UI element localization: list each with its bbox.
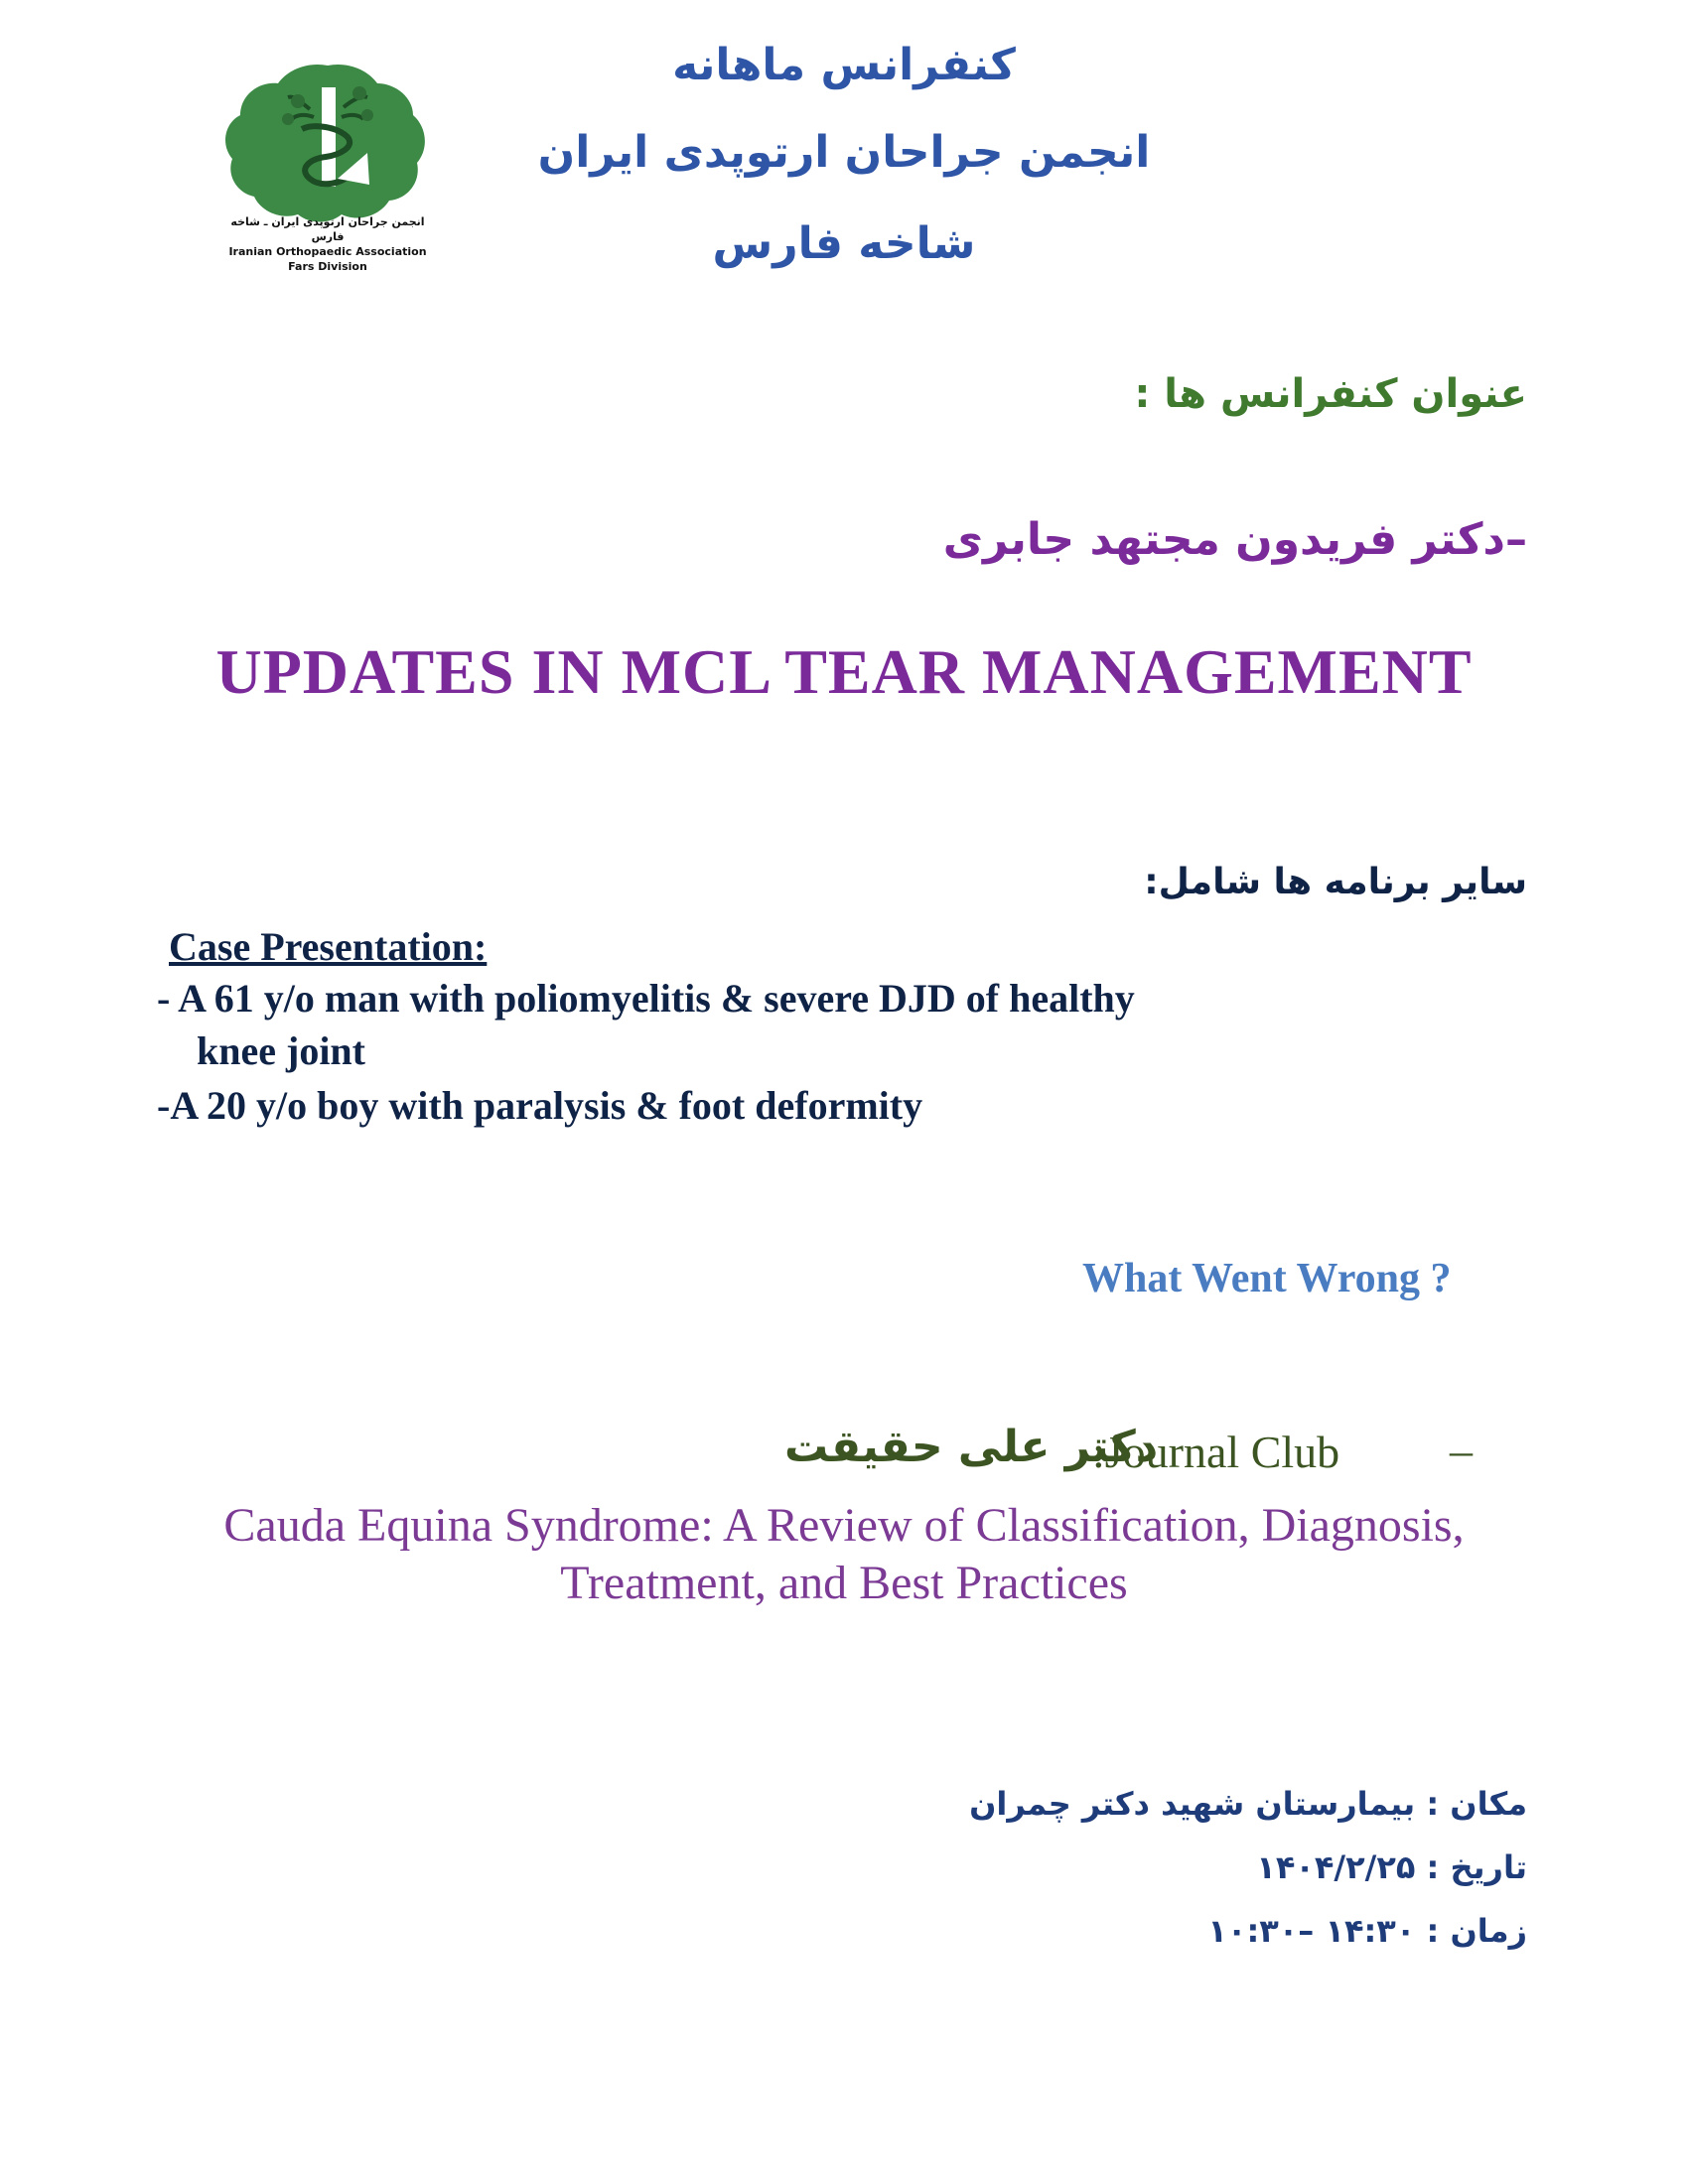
journal-paper-title-line-1: Cauda Equina Syndrome: A Review of Classification, Diagnosis, (223, 1499, 1465, 1552)
speaker-name: –دکتر فریدون مجتهد جابری (942, 514, 1527, 565)
tree-emblem-icon (218, 58, 437, 226)
case-item-1: - A 61 y/o man with poliomyelitis & severe DJD of healthy (157, 976, 1135, 1021)
event-date: تاریخ : ۱۴۰۴/۲/۲۵ (1256, 1848, 1527, 1886)
journal-club-row (784, 1422, 1499, 1481)
header-branch: شاخه فارس (712, 218, 976, 269)
case-presentation-heading: Case Presentation: (169, 924, 488, 969)
talk-title: UPDATES IN MCL TEAR MANAGEMENT (215, 636, 1473, 707)
header-association-name: انجمن جراحان ارتوپدی ایران (537, 127, 1151, 178)
header-monthly-conference: کنفرانس ماهانه (672, 40, 1016, 90)
event-time: زمان : ۱۴:۳۰ –۱۰:۳۰ (1207, 1912, 1527, 1950)
logo-caption-en-1: Iranian Orthopaedic Association (228, 245, 427, 258)
journal-paper-title-line-2: Treatment, and Best Practices (560, 1557, 1128, 1609)
event-location: مکان : بیمارستان شهید دکتر چمران (969, 1785, 1527, 1823)
conference-titles-heading: عنوان کنفرانس ها : (1134, 371, 1527, 417)
case-item-2: -A 20 y/o boy with paralysis & foot deformity (157, 1083, 923, 1128)
case-item-1-continued: knee joint (197, 1028, 365, 1073)
journal-club-label: :Journal Club (1092, 1427, 1340, 1477)
what-went-wrong: What Went Wrong ? (1082, 1256, 1452, 1301)
logo-caption-fa: انجمن جراحان ارتوپدی ایران ـ شاخه فارس (230, 215, 425, 243)
logo-caption (213, 214, 442, 274)
other-programs-heading: سایر برنامه ها شامل: (1144, 862, 1527, 902)
logo-caption-en-2: Fars Division (288, 260, 367, 273)
journal-club-presenter: دکتر علی حقیقت (784, 1422, 1159, 1472)
journal-club-dash: – (1450, 1425, 1473, 1475)
